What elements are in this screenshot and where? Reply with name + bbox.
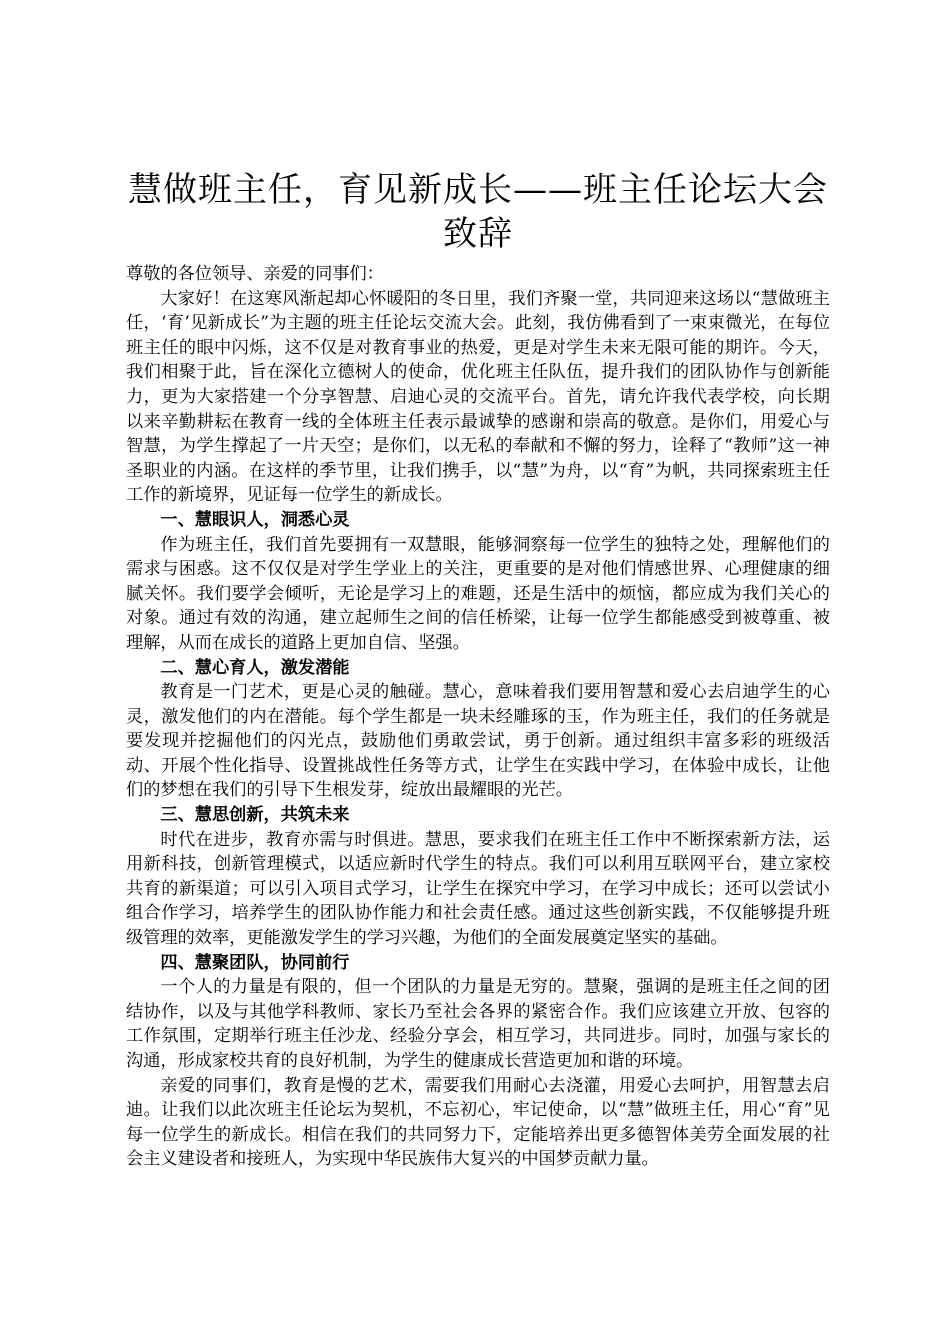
document-title: 慧做班主任，育见新成长——班主任论坛大会致辞 — [128, 170, 828, 254]
salutation: 尊敬的各位领导、亲爱的同事们： — [126, 264, 384, 284]
document-body — [126, 262, 830, 1172]
document-page — [126, 168, 830, 1172]
section-paragraph-2: 教育是一门艺术，更是心灵的触碰。慧心，意味着我们要用智慧和爱心去启迪学生的心灵，激发他们的内在潜能。每个学生都是一块未经雕琢的玉，作为班主任，我们的任务就是要发现并挖掘他们的闪光点，鼓励他们勇敢尝试，勇于创新。通过组织丰富多彩的班级活动、开展个性化指导、设置挑战性任务等方式，让学生在实践中学习，在体验中成长，让他们的梦想在我们的引导下生根发芽，绽放出最耀眼的光芒。 — [126, 682, 830, 801]
intro-paragraph: 大家好！在这寒风渐起却心怀暖阳的冬日里，我们齐聚一堂，共同迎来这场以“慧做班主任，‘育’见新成长”为主题的班主任论坛交流大会。此刻，我仿佛看到了一束束微光，在每位班主任的眼中闪烁，这不仅是对教育事业的热爱，更是对学生未来无限可能的期许。今天，我们相聚于此，旨在深化立德树人的使命，优化班主任队伍，提升我们的团队协作与创新能力，更为大家搭建一个分享智慧、启迪心灵的交流平台。首先，请允许我代表学校，向长期以来辛勤耕耘在教育一线的全体班主任表示最诚挚的感谢和崇高的敬意。是你们，用爱心与智慧，为学生撑起了一片天空；是你们，以无私的奉献和不懈的努力，诠释了“教师”这一神圣职业的内涵。在这样的季节里，让我们携手，以“慧”为舟，以“育”为帆，共同探索班主任工作的新境界，见证每一位学生的新成长。 — [126, 288, 830, 506]
section-heading-4: 四、慧聚团队，协同前行 — [160, 952, 350, 973]
section-paragraph-4: 一个人的力量是有限的，但一个团队的力量是无穷的。慧聚，强调的是班主任之间的团结协作，以及与其他学科教师、家长乃至社会各界的紧密合作。我们应该建立开放、包容的工作氛围，定期举行班主任沙龙、经验分享会，相互学习，共同进步。同时，加强与家长的沟通，形成家校共育的良好机制，为学生的健康成长营造更加和谐的环境。 — [126, 977, 830, 1071]
section-paragraph-3: 时代在进步，教育亦需与时俱进。慧思，要求我们在班主任工作中不断探索新方法，运用新科技，创新管理模式，以适应新时代学生的特点。我们可以利用互联网平台，建立家校共育的新渠道；可以引入项目式学习，让学生在探究中学习，在学习中成长；还可以尝试小组合作学习，培养学生的团队协作能力和社会责任感。通过这些创新实践，不仅能够提升班级管理的效率，更能激发学生的学习兴趣，为他们的全面发展奠定坚实的基础。 — [126, 829, 830, 949]
section-heading-3: 三、慧思创新，共筑未来 — [160, 805, 350, 826]
section-paragraph-1: 作为班主任，我们首先要拥有一双慧眼，能够洞察每一位学生的独特之处，理解他们的需求与困惑。这不仅仅是对学生学业上的关注，更重要的是对他们情感世界、心理健康的细腻关怀。我们要学会倾听，无论是学习上的难题，还是生活中的烦恼，都应成为我们关心的对象。通过有效的沟通，建立起师生之间的信任桥梁，让每一位学生都能感受到被尊重、被理解，从而在成长的道路上更加自信、坚强。 — [126, 534, 830, 653]
closing-paragraph: 亲爱的同事们，教育是慢的艺术，需要我们用耐心去浇灌，用爱心去呵护，用智慧去启迪。让我们以此次班主任论坛为契机，不忘初心，牢记使命，以“慧”做班主任，用心“育”见每一位学生的新成长。相信在我们的共同努力下，定能培养出更多德智体美劳全面发展的社会主义建设者和接班人，为实现中华民族伟大复兴的中国梦贡献力量。 — [126, 1075, 830, 1170]
section-heading-2: 二、慧心育人，激发潜能 — [160, 657, 350, 678]
section-heading-1: 一、慧眼识人，洞悉心灵 — [160, 509, 350, 530]
